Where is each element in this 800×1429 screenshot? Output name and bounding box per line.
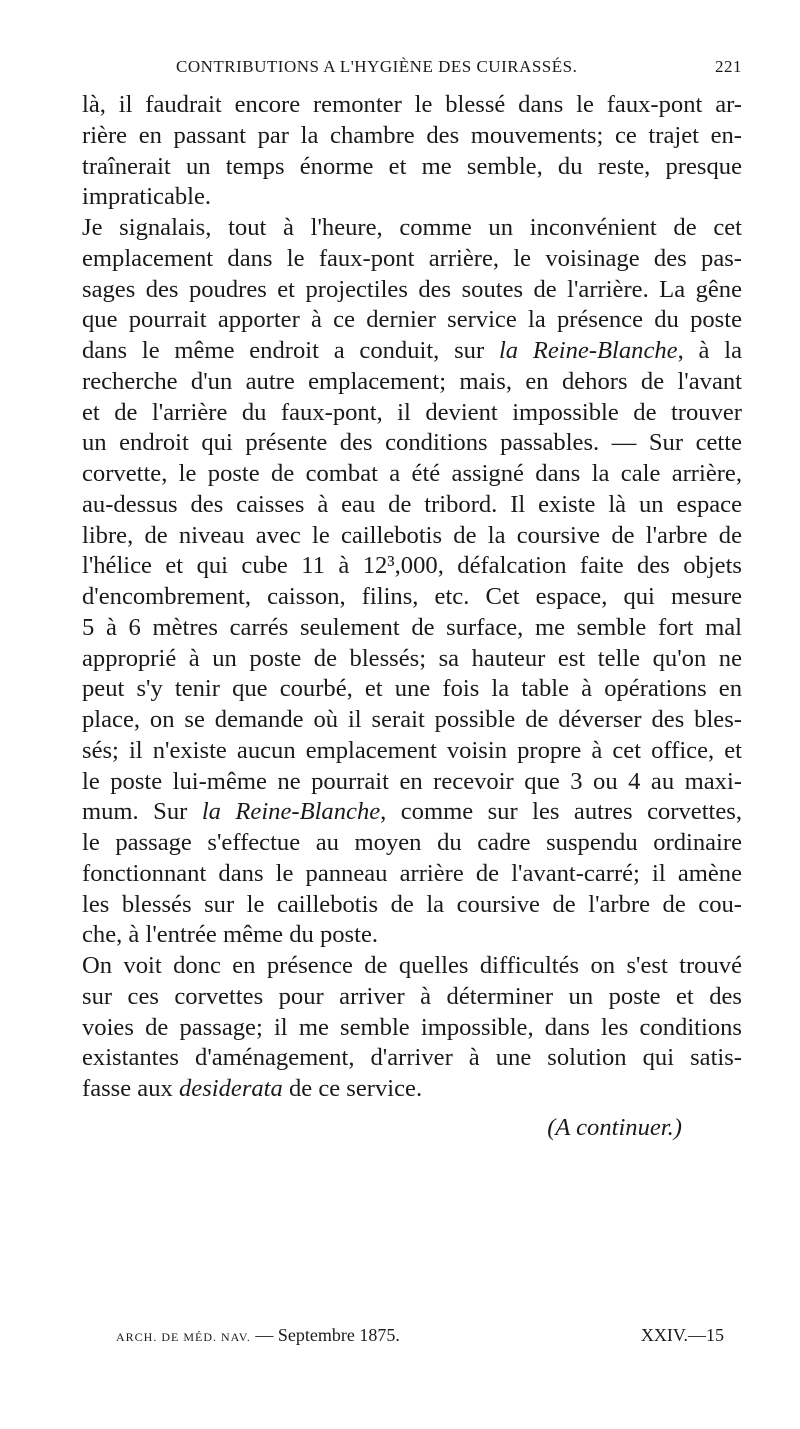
text-line: traînerait un temps énorme et me semble, du reste, presque	[82, 152, 742, 180]
text-line: d'encombrement, caisson, filins, etc. Cet espace, qui mesure	[82, 583, 742, 610]
text-line: rière en passant par la chambre des mouvements; ce trajet en-	[82, 121, 742, 149]
text-line: le poste lui-même ne pourrait en recevoir que 3 ou 4 au maxi-	[82, 767, 742, 795]
body-text	[82, 90, 742, 1144]
journal-abbrev: ARCH. DE MÉD. NAV.	[116, 1330, 251, 1344]
line-segment: dans le même endroit a conduit, sur	[82, 337, 485, 364]
text-line: peut s'y tenir que courbé, et une fois la table à opérations en	[82, 675, 742, 703]
text-line: libre, de niveau avec le caillebotis de la coursive de l'arbre de	[82, 521, 742, 549]
text-line: impraticable.	[82, 183, 212, 211]
footer-citation	[116, 1325, 400, 1346]
line-segment: de ce service.	[288, 1075, 423, 1102]
text-line	[82, 1074, 742, 1105]
text-line: che, à l'entrée même du poste.	[82, 921, 379, 949]
text-line: là, il faudrait encore remonter le blessé dans le faux-pont ar-	[82, 91, 742, 118]
text-line: le passage s'effectue au moyen du cadre suspendu ordinaire	[82, 829, 742, 856]
signature-mark: XXIV.—15	[640, 1325, 724, 1345]
text-line: Je signalais, tout à l'heure, comme un inconvénient de cet	[82, 214, 742, 241]
text-line	[82, 797, 742, 828]
text-line: corvette, le poste de combat a été assigné dans la cale arrière,	[82, 460, 742, 487]
text-line: sages des poudres et projectiles des soutes de l'arrière. La gêne	[82, 275, 742, 303]
text-line: place, on se demande où il serait possible de déverser des bles-	[82, 706, 742, 733]
text-line: On voit donc en présence de quelles difficultés on s'est trouvé	[82, 952, 742, 979]
text-line: existantes d'aménagement, d'arriver à une solution qui satis-	[82, 1044, 742, 1072]
text-line: au-dessus des caisses à eau de tribord. Il existe là un espace	[82, 490, 742, 518]
text-line: l'hélice et qui cube 11 à 12³,000, défalcation faite des objets	[82, 552, 742, 580]
desiderata-term: desiderata	[178, 1075, 283, 1102]
continuation-note: (A continuer.)	[547, 1113, 682, 1141]
line-segment: , à la	[677, 337, 742, 364]
text-line: fonctionnant dans le panneau arrière de l'avant-carré; il amène	[82, 859, 742, 887]
text-line: que pourrait apporter à ce dernier service la présence du poste	[82, 306, 742, 334]
text-line: et de l'arrière du faux-pont, il devient impossible de trouver	[82, 398, 742, 426]
text-line: approprié à un poste de blessés; sa hauteur est telle qu'on ne	[82, 644, 742, 672]
running-title: CONTRIBUTIONS A L'HYGIÈNE DES CUIRASSÉS.	[176, 57, 578, 76]
ship-name: la Reine-Blanche	[498, 337, 678, 364]
footer-dash: —	[255, 1325, 274, 1345]
text-line	[82, 336, 742, 367]
text-line: recherche d'un autre emplacement; mais, en dehors de l'avant	[82, 367, 742, 395]
footer-date: Septembre 1875.	[277, 1325, 400, 1345]
text-line: les blessés sur le caillebotis de la coursive de l'arbre de cou-	[82, 890, 742, 918]
text-line: voies de passage; il me semble impossible, dans les conditions	[82, 1013, 742, 1041]
text-line: 5 à 6 mètres carrés seulement de surface, me semble fort mal	[82, 613, 742, 641]
text-line: sés; il n'existe aucun emplacement voisin propre à cet office, et	[82, 736, 742, 764]
text-line: un endroit qui présente des conditions passables. — Sur cette	[82, 429, 742, 457]
text-line: sur ces corvettes pour arriver à déterminer un poste et des	[82, 982, 742, 1010]
line-segment: fasse aux	[82, 1075, 173, 1102]
ship-name: la Reine-Blanche	[201, 798, 381, 826]
page-number: 221	[715, 57, 742, 76]
line-segment: , comme sur les autres corvettes,	[380, 798, 743, 826]
text-line: emplacement dans le faux-pont arrière, le voisinage des pas-	[82, 244, 742, 272]
line-segment: mum. Sur	[82, 798, 188, 826]
